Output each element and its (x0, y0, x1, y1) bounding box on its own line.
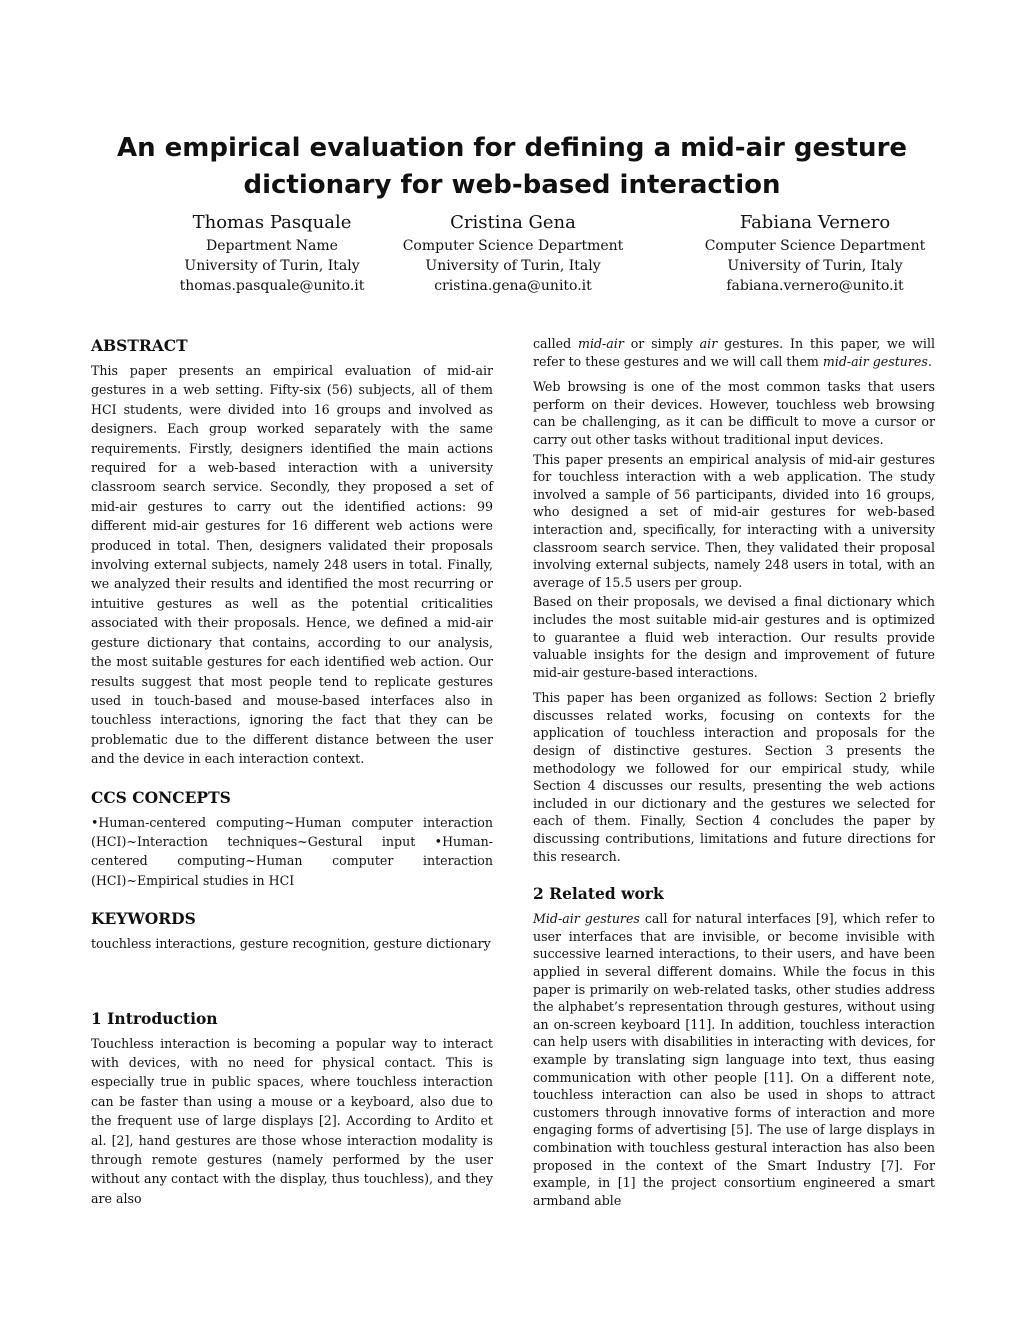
intro-continued-paragraph: called mid-air or simply air gestures. In this paper, we will refer to these gestures and we will call them mid-air gestures. (533, 336, 936, 369)
introduction-text: Touchless interaction is becoming a popular way to interact with devices, with no need for physical contact. This is especially true in public spaces, where touchless interaction can be faster than using a mouse or a keyboard, also due to the frequent use of large displays [2]. According to Ardito et al. [2], hand gestures are those whose interaction modality is through remote gestures (namely performed by the user without any contact with the display, thus touchless), and they are also (91, 1035, 493, 1206)
author-block (60, 210, 964, 300)
related-work-heading: 2 Related work (533, 884, 664, 904)
intro-paragraph-web-browsing: Web browsing is one of the most common tasks that users perform on their devices. However, touchless web browsing can be challenging, as it can be difficult to move a cursor or carry out other tasks without traditional input devices. (533, 379, 935, 447)
author-3 (665, 210, 965, 296)
author-department: Computer Science Department (704, 238, 926, 254)
introduction-heading: 1 Introduction (91, 1008, 218, 1028)
author-name: Cristina Gena (450, 212, 576, 233)
author-email: fabiana.vernero@unito.it (726, 278, 904, 294)
paper-title: An empirical evaluation for defining a mid-air gesture dictionary for web-based interaction (116, 133, 908, 200)
author-affiliation: University of Turin, Italy (184, 258, 360, 274)
ccs-concepts-text: •Human-centered computing~Human computer interaction (HCI)~Interaction techniques~Gestural input •Human-centered computing~Human computer interaction (HCI)~Empirical studies in HCI (91, 814, 493, 888)
intro-paragraph-study: This paper presents an empirical analysis of mid-air gestures for touchless interaction with a web application. The study involved a sample of 56 participants, divided into 16 groups, who designed a set of mid-air gestures for web-based interaction and, specifically, for interacting with a university classroom search service. Then, they validated their proposal involving external subjects, namely 248 users in total, with an average of 15.5 users per group. (533, 451, 935, 590)
author-affiliation: University of Turin, Italy (425, 258, 601, 274)
intro-paragraph-organization: This paper has been organized as follows: Section 2 briefly discusses related works, focusing on contexts for the application of touchless interaction and proposals for the design of distinctive gestures. Section 3 presents the methodology we followed for our empirical study, while Section 4 discusses our results, presenting the web actions included in our dictionary and the gestures we selected for each of them. Finally, Section 4 concludes the paper by discussing contributions, limitations and future directions for this research. (533, 690, 935, 864)
author-name: Fabiana Vernero (739, 212, 891, 233)
related-work-text: Mid-air gestures call for natural interfaces [9], which refer to user interfaces that are invisible, or become invisible with successive learned interactions, to their users, and have been applied in several different domains. While the focus in this paper is primarily on web-related tasks, other studies address the alphabet’s representation through gestures, without using an on-screen keyboard [11]. In addition, touchless interaction can help users with disabilities in interacting with devices, for example by translating sign language into text, thus easing communication with other people [11]. On a different note, touchless interaction can also be used in shops to attract customers through innovative forms of interaction and more engaging forms of advertising [5]. The use of large displays in combination with touchless gestural interaction has also been proposed in the context of the Smart Industry [7]. For example, in [1] the project consortium engineered a smart armband able (533, 911, 935, 1208)
keywords-heading: KEYWORDS (91, 909, 196, 929)
keywords-text: touchless interactions, gesture recognition, gesture dictionary (91, 936, 491, 952)
author-affiliation: University of Turin, Italy (727, 258, 903, 274)
author-department: Computer Science Department (402, 238, 624, 254)
abstract-text: This paper presents an empirical evaluation of mid-air gestures in a web setting. Fifty-six (56) subjects, all of them HCI students, were divided into 16 groups and involved as designers. Each group worked separately with the same requirements. Firstly, designers identified the main actions required for a web-based interaction with a university classroom search service. Secondly, they proposed a set of mid-air gestures to carry out the identified actions: 99 different mid-air gestures for 16 different web actions were produced in total. Then, designers validated their proposals involving external subjects, namely 248 users in total. Finally, we analyzed their results and identified the most recurring or intuitive gestures as well as the potential criticalities associated with their proposals. Hence, we defined a mid-air gesture dictionary that contains, according to our analysis, the most suitable gestures for each identified web action. Our results suggest that most people tend to replicate gestures used in touch-based and mouse-based interfaces also in touchless interactions, ignoring the fact that they can be problematic due to the different distance between the user and the device in each interaction context. (91, 363, 493, 767)
intro-paragraph-dictionary: Based on their proposals, we devised a final dictionary which includes the most suitable mid-air gestures and is optimized to guarantee a fluid web interaction. Our results provide valuable insights for the design and improvement of future mid-air gesture-based interactions. (533, 594, 935, 680)
author-department: Department Name (206, 238, 338, 254)
abstract-heading: ABSTRACT (91, 336, 188, 355)
author-email: cristina.gena@unito.it (434, 278, 592, 294)
left-column (91, 335, 493, 1208)
right-column (533, 335, 935, 1209)
ccs-concepts-heading: CCS CONCEPTS (91, 787, 231, 807)
author-name: Thomas Pasquale (192, 212, 352, 233)
author-2 (363, 210, 663, 296)
author-email: thomas.pasquale@unito.it (179, 278, 365, 294)
